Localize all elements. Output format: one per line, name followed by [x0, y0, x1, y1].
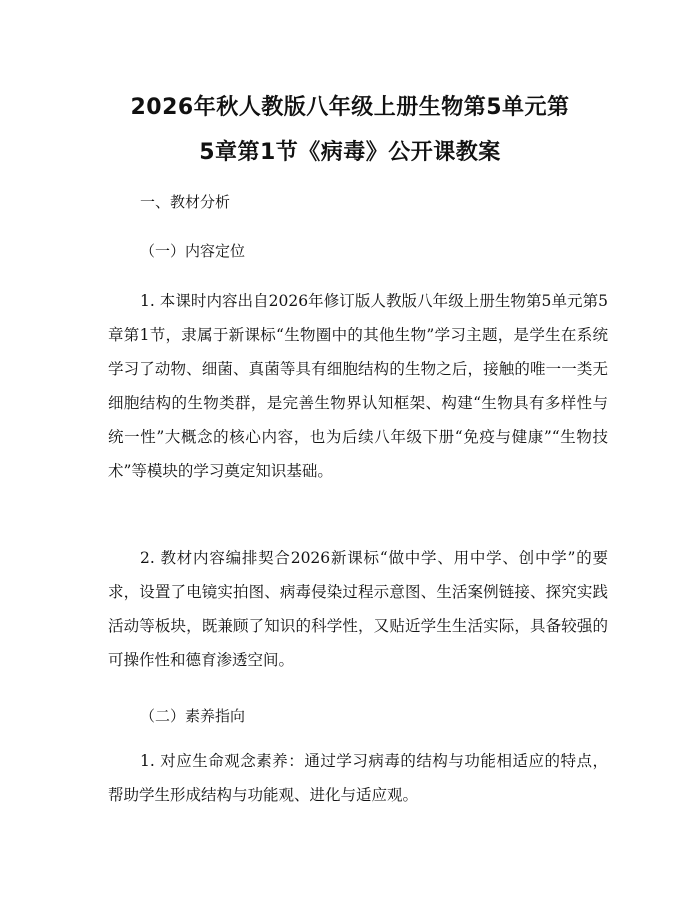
paragraph-content-arrangement: 2. 教材内容编排契合2026新课标“做中学、用中学、创中学”的要求，设置了电镜实拍图、病毒侵染过程示意图、生活案例链接、探究实践活动等板块，既兼顾了知识的科学性，又贴近学生生活实际，具备较强的可操作性和德育渗透空间。 [108, 549, 608, 669]
section-heading-textbook-analysis: 一、教材分析 [140, 193, 231, 211]
subsection-heading-literacy-orientation: （二）素养指向 [140, 707, 246, 725]
document-title-line-1: 2026年秋人教版八年级上册生物第5单元第 [130, 95, 570, 120]
subsection-heading-content-positioning: （一）内容定位 [140, 242, 246, 260]
document-title-line-2: 5章第1节《病毒》公开课教案 [199, 140, 501, 165]
paragraph-content-source: 1. 本课时内容出自2026年修订版人教版八年级上册生物第5单元第5章第1节，隶属于新课标“生物圈中的其他生物”学习主题，是学生在系统学习了动物、细菌、真菌等具有细胞结构的生物之后，接触的唯一一类无细胞结构的生物类群，是完善生物界认知框架、构建“生物具有多样性与统一性”大概念的核心内容，也为后续八年级下册“免疫与健康”“生物技术”等模块的学习奠定知识基础。 [108, 292, 608, 480]
paragraph-life-concept-literacy: 1. 对应生命观念素养：通过学习病毒的结构与功能相适应的特点，帮助学生形成结构与功能观、进化与适应观。 [108, 752, 608, 804]
